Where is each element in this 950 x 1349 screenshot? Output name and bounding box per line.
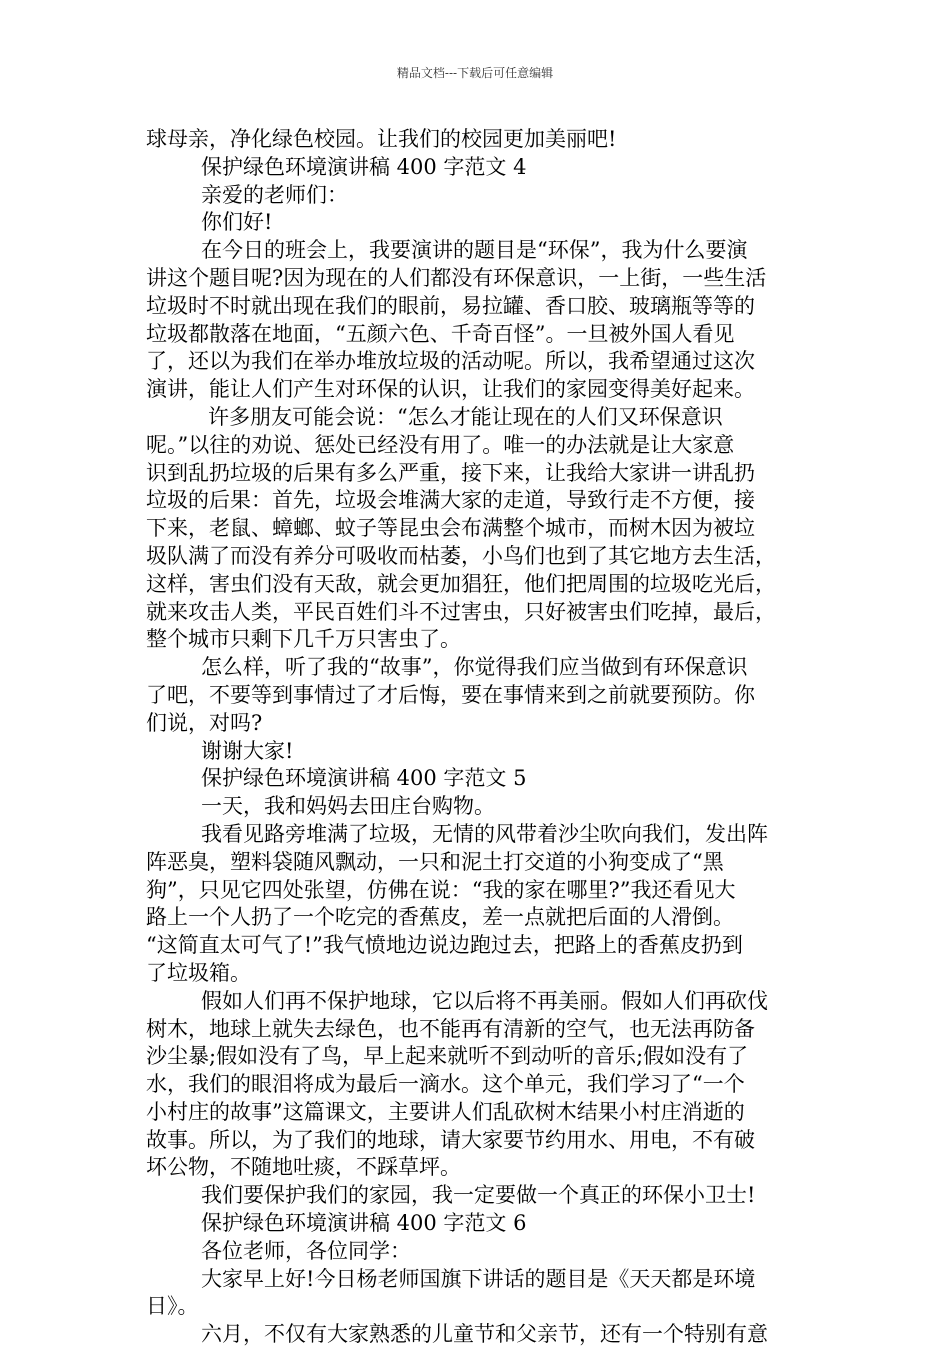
- paragraph-line: 水，我们的眼泪将成为最后一滴水。这个单元，我们学习了“一个: [146, 1072, 745, 1097]
- paragraph-line: 大家早上好!今日杨老师国旗下讲话的题目是《天天都是环境: [201, 1266, 756, 1291]
- paragraph-line: 假如人们再不保护地球，它以后将不再美丽。假如人们再砍伐: [201, 988, 768, 1013]
- paragraph-line: 在今日的班会上，我要演讲的题目是“环保”，我为什么要演: [201, 238, 748, 263]
- paragraph-line: 了吧，不要等到事情过了才后悔，要在事情来到之前就要预防。你: [146, 682, 755, 707]
- paragraph-line: 小村庄的故事”这篇课文，主要讲人们乱砍树木结果小村庄消逝的: [146, 1099, 745, 1124]
- paragraph-line: 了垃圾箱。: [146, 960, 251, 985]
- section-heading: 保护绿色环境演讲稿 400 字范文 4: [201, 154, 527, 179]
- paragraph-line: 了，还以为我们在举办堆放垃圾的活动呢。所以，我希望通过这次: [146, 349, 755, 374]
- paragraph-line: 整个城市只剩下几千万只害虫了。: [146, 627, 461, 652]
- paragraph-line: 一天，我和妈妈去田庄台购物。: [201, 794, 495, 819]
- paragraph-line: 怎么样，听了我的“故事”，你觉得我们应当做到有环保意识: [201, 655, 748, 680]
- paragraph-line: 坏公物，不随地吐痰，不踩草坪。: [146, 1155, 461, 1180]
- paragraph-line: 狗”，只见它四处张望，仿佛在说：“我的家在哪里?”我还看见大: [146, 877, 736, 902]
- paragraph-line: 就来攻击人类，平民百姓们斗不过害虫，只好被害虫们吃掉，最后，: [146, 599, 776, 624]
- paragraph-line: 垃圾时不时就出现在我们的眼前，易拉罐、香口胶、玻璃瓶等等的: [146, 293, 755, 318]
- paragraph-line: 许多朋友可能会说：“怎么才能让现在的人们又环保意识: [208, 404, 723, 429]
- paragraph-line: 我看见路旁堆满了垃圾，无情的风带着沙尘吹向我们，发出阵: [201, 821, 768, 846]
- paragraph-line: 下来，老鼠、蟑螂、蚊子等昆虫会布满整个城市，而树木因为被垃: [146, 516, 755, 541]
- paragraph-line: 垃圾的后果：首先，垃圾会堆满大家的走道，导致行走不方便，接: [146, 488, 755, 513]
- text-line: 球母亲，净化绿色校园。让我们的校园更加美丽吧!: [146, 127, 617, 151]
- paragraph-line: 讲这个题目呢?因为现在的人们都没有环保意识，一上街，一些生活: [146, 265, 767, 290]
- paragraph-line: 识到乱扔垃圾的后果有多么严重，接下来，让我给大家讲一讲乱扔: [146, 460, 755, 485]
- paragraph-line: 呢。”以往的劝说、惩处已经没有用了。唯一的办法就是让大家意: [146, 432, 735, 457]
- paragraph-line: “这简直太可气了!”我气愤地边说边跑过去，把路上的香蕉皮扔到: [146, 933, 743, 958]
- paragraph-line: 这样，害虫们没有天敌，就会更加猖狂，他们把周围的垃圾吃光后，: [146, 571, 776, 596]
- closing-line: 谢谢大家!: [201, 738, 294, 763]
- paragraph-line: 我们要保护我们的家园，我一定要做一个真正的环保小卫士!: [201, 1183, 756, 1208]
- paragraph-line: 们说，对吗?: [146, 710, 263, 735]
- section-heading: 保护绿色环境演讲稿 400 字范文 5: [201, 766, 527, 791]
- greeting: 你们好!: [201, 210, 273, 235]
- paragraph-line: 垃圾都散落在地面，“五颜六色、千奇百怪”。一旦被外国人看见: [146, 321, 735, 346]
- paragraph-line: 日》。: [146, 1294, 199, 1319]
- paragraph-line: 故事。所以，为了我们的地球，请大家要节约用水、用电，不有破: [146, 1127, 755, 1152]
- section-heading: 保护绿色环境演讲稿 400 字范文 6: [201, 1211, 527, 1236]
- document-body: [146, 126, 811, 1349]
- paragraph-line: 树木，地球上就失去绿色，也不能再有清新的空气，也无法再防备: [146, 1016, 755, 1041]
- salutation: 亲爱的老师们：: [201, 182, 348, 207]
- salutation: 各位老师，各位同学：: [201, 1238, 411, 1263]
- paragraph-line: 圾队满了而没有养分可吸收而枯萎，小鸟们也到了其它地方去生活，: [146, 543, 776, 568]
- paragraph-line: 阵恶臭，塑料袋随风飘动，一只和泥土打交道的小狗变成了“黑: [146, 849, 724, 874]
- paragraph-line: 沙尘暴;假如没有了鸟，早上起来就听不到动听的音乐;假如没有了: [146, 1044, 749, 1069]
- paragraph-line: 路上一个人扔了一个吃完的香蕉皮，差一点就把后面的人滑倒。: [146, 905, 734, 930]
- page-header: 精品文档---下载后可任意编辑: [396, 66, 554, 80]
- paragraph-line: 演讲，能让人们产生对环保的认识，让我们的家园变得美好起来。: [146, 377, 755, 402]
- paragraph-line: 六月，不仅有大家熟悉的儿童节和父亲节，还有一个特别有意: [201, 1322, 768, 1347]
